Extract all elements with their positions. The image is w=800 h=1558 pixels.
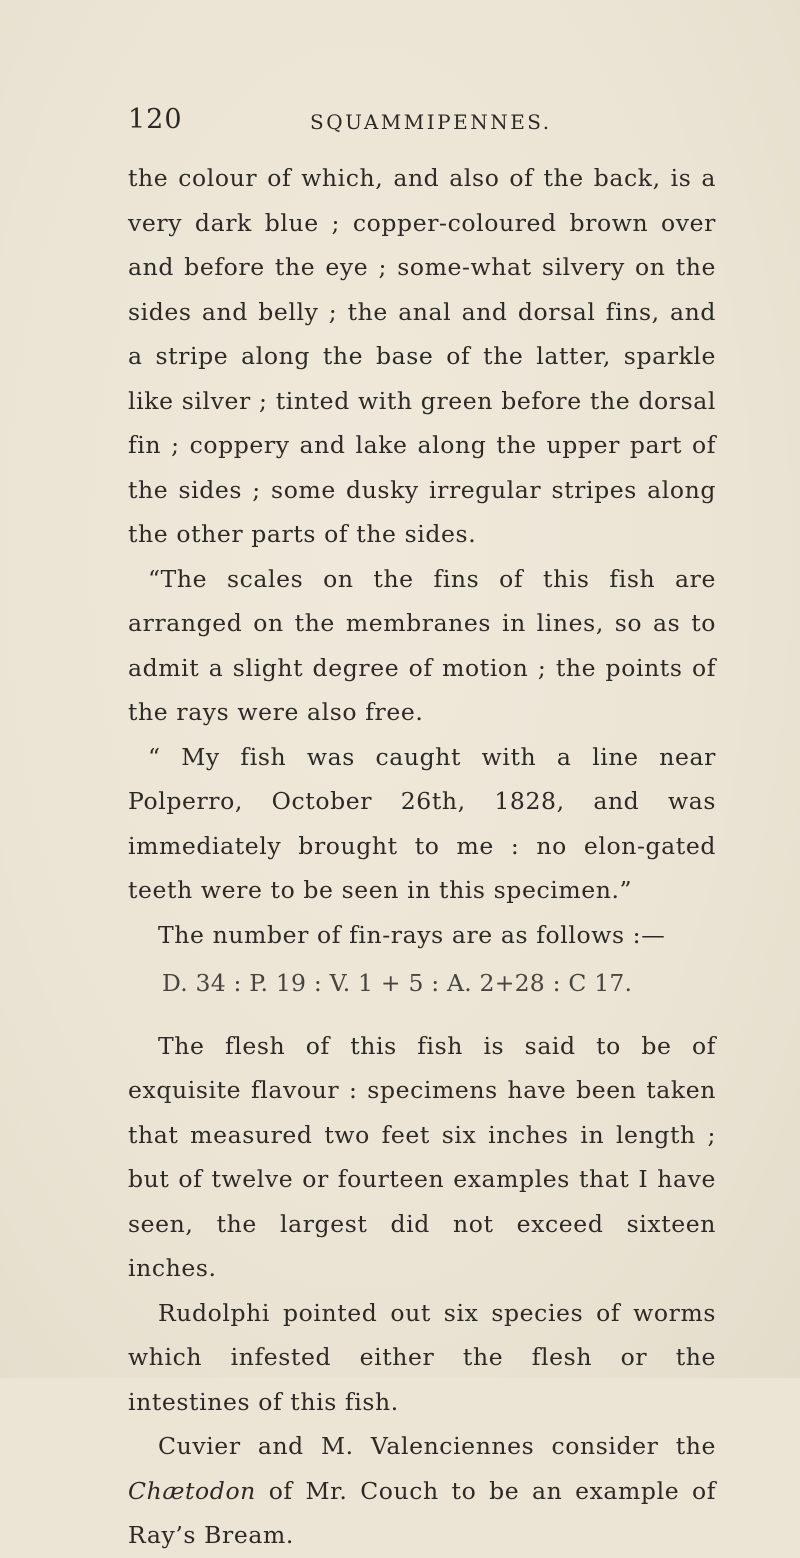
page-number: 120 [128, 104, 183, 135]
fin-ray-formula: D. 34 : P. 19 : V. 1 + 5 : A. 2+28 : C 17. [162, 969, 633, 997]
paragraph: Rudolphi pointed out six species of worms which infested either the flesh or the intestines of this fish. [128, 1298, 716, 1416]
paragraph [128, 1424, 716, 1558]
paragraph: the colour of which, and also of the back, is a very dark blue ; copper-coloured brown over and before the eye ; some-what silvery on the sides and belly ; the anal and dorsal fins, and a stripe along the base of the latter, sparkle like silver ; tinted with green before the dorsal fin ; coppery and lake along the upper part of the sides ; some dusky irregular stripes along the other parts of the sides. [128, 164, 716, 548]
paragraph: The flesh of this fish is said to be of exquisite flavour : specimens have been taken that measured two feet six inches in length ; but of twelve or fourteen examples that I have seen, the largest did not exceed sixteen inches. [128, 1031, 716, 1282]
genus-name: Chætodon [128, 1476, 256, 1505]
paragraph: The number of fin-rays are as follows :— [158, 920, 666, 949]
paragraph: “ My fish was caught with a line near Polperro, October 26th, 1828, and was immediately brought to me : no elon-gated teeth were to be seen in this specimen.” [128, 742, 716, 904]
paragraph: “The scales on the fins of this fish are arranged on the membranes in lines, so as to admit a slight degree of motion ; the points of the rays were also free. [128, 564, 716, 726]
body-text [128, 156, 716, 1558]
running-head: SQUAMMIPENNES. [310, 110, 552, 134]
text-span: Cuvier and M. Valenciennes consider the [158, 1432, 716, 1460]
page-header [128, 104, 712, 140]
text-span: of Mr. Couch to be an example of Ray’s Bream. [128, 1476, 716, 1549]
